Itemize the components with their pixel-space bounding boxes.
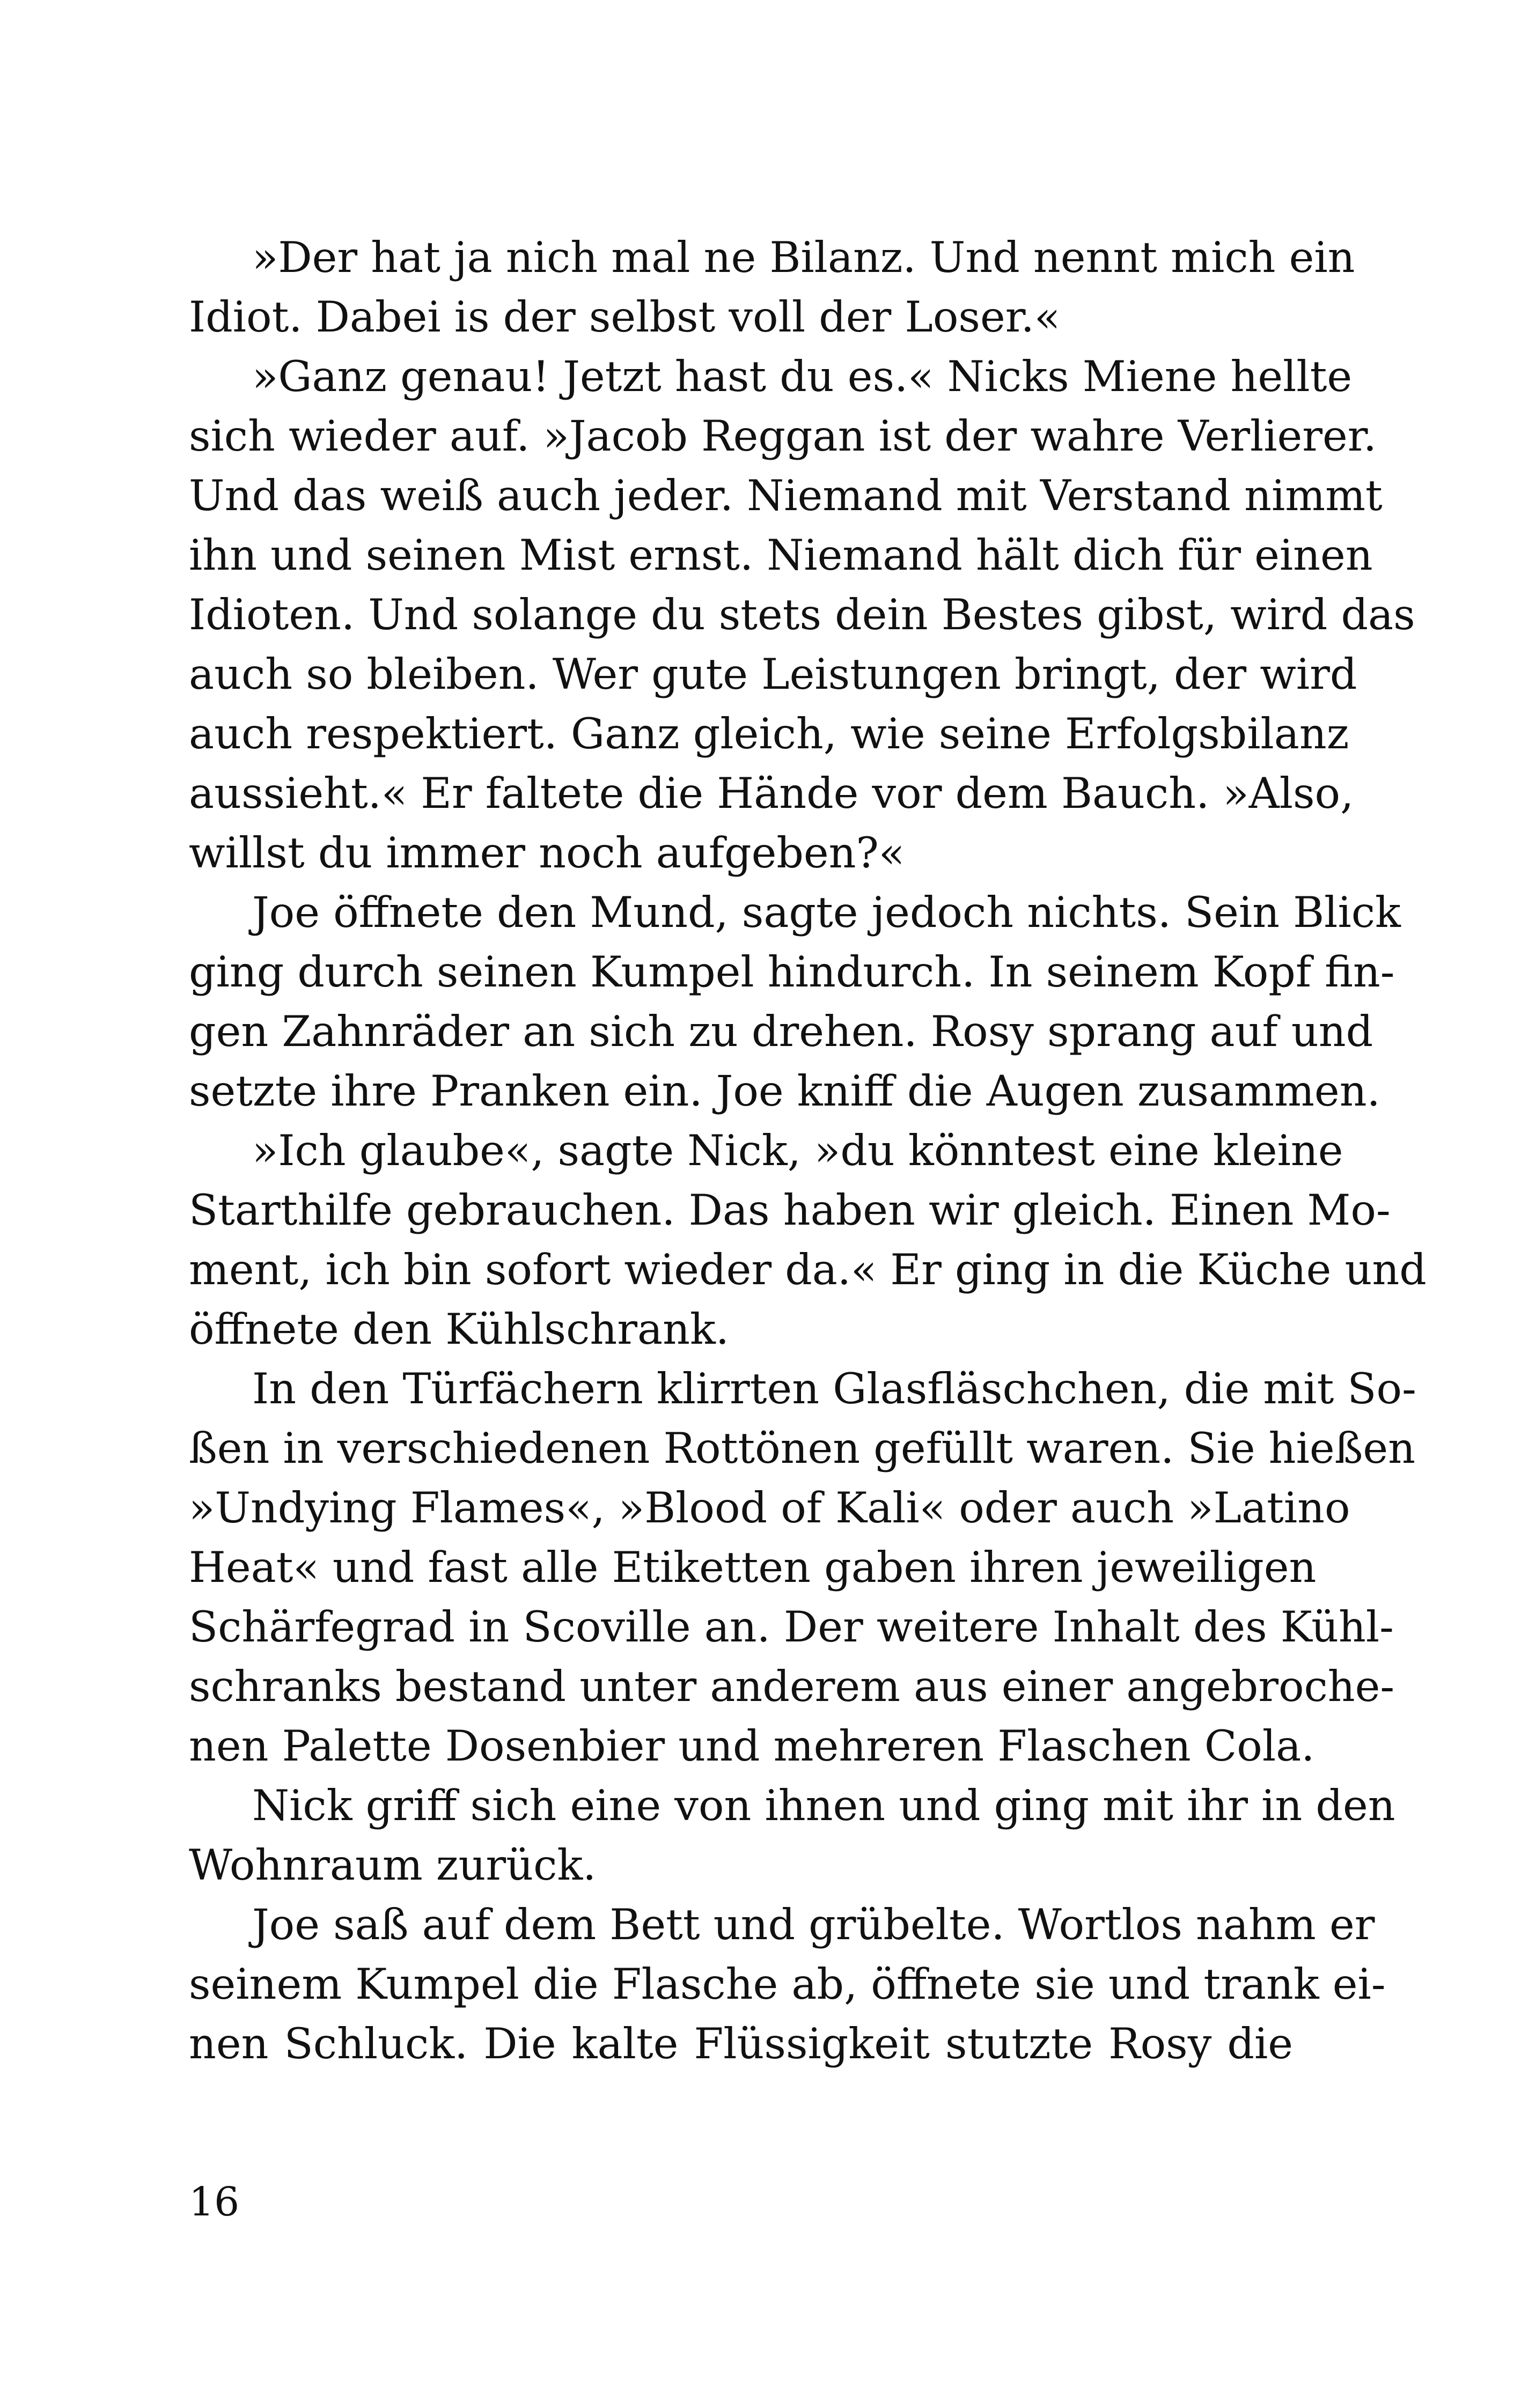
text-line: auch so bleiben. Wer gute Leistungen bringt, der wird xyxy=(189,650,1357,699)
text-line: ßen in verschiedenen Rottönen gefüllt waren. Sie hießen xyxy=(189,1424,1415,1473)
text-line: In den Türfächern klirrten Glasfläschchen, die mit So- xyxy=(252,1364,1416,1413)
body-text xyxy=(189,228,1427,2074)
text-line: Und das weiß auch jeder. Niemand mit Verstand nimmt xyxy=(189,471,1383,520)
text-line: Idiot. Dabei is der selbst voll der Loser.« xyxy=(189,292,1061,342)
text-line: seinem Kumpel die Flasche ab, öffnete sie und trank ei- xyxy=(189,1960,1386,2009)
text-line: Wohnraum zurück. xyxy=(189,1840,597,1890)
text-line: auch respektiert. Ganz gleich, wie seine Erfolgsbilanz xyxy=(189,709,1349,759)
text-line: »Undying Flames«, »Blood of Kali« oder auch »Latino xyxy=(189,1483,1350,1533)
text-line: ihn und seinen Mist ernst. Niemand hält dich für einen xyxy=(189,531,1373,580)
text-line: willst du immer noch aufgeben?« xyxy=(189,828,905,878)
text-line: gen Zahnräder an sich zu drehen. Rosy sprang auf und xyxy=(189,1007,1373,1056)
text-line: schranks bestand unter anderem aus einer angebroche- xyxy=(189,1662,1395,1711)
text-line: Idioten. Und solange du stets dein Bestes gibst, wird das xyxy=(189,590,1415,639)
text-line: Joe öffnete den Mund, sagte jedoch nichts. Sein Blick xyxy=(252,888,1401,937)
text-line: »Ich glaube«, sagte Nick, »du könntest eine kleine xyxy=(252,1126,1343,1175)
text-line: nen Schluck. Die kalte Flüssigkeit stutzte Rosy die xyxy=(189,2019,1293,2068)
text-line: »Ganz genau! Jetzt hast du es.« Nicks Miene hellte xyxy=(252,352,1353,401)
text-line: ment, ich bin sofort wieder da.« Er ging in die Küche und xyxy=(189,1245,1427,1294)
text-line: sich wieder auf. »Jacob Reggan ist der wahre Verlierer. xyxy=(189,411,1377,461)
text-line: Nick griff sich eine von ihnen und ging mit ihr in den xyxy=(252,1781,1395,1830)
text-line: setzte ihre Pranken ein. Joe kniff die Augen zusammen. xyxy=(189,1066,1380,1116)
text-line: Schärfegrad in Scoville an. Der weitere Inhalt des Kühl- xyxy=(189,1602,1394,1652)
text-line: »Der hat ja nich mal ne Bilanz. Und nennt mich ein xyxy=(252,233,1355,282)
text-line: ging durch seinen Kumpel hindurch. In seinem Kopf fin- xyxy=(189,947,1395,997)
text-line: öffnete den Kühlschrank. xyxy=(189,1305,729,1354)
page-number: 16 xyxy=(189,2179,240,2225)
text-line: Joe saß auf dem Bett und grübelte. Wortlos nahm er xyxy=(252,1900,1375,1949)
text-line: Heat« und fast alle Etiketten gaben ihren jeweiligen xyxy=(189,1543,1317,1592)
text-line: aussieht.« Er faltete die Hände vor dem Bauch. »Also, xyxy=(189,769,1354,818)
text-line: Starthilfe gebrauchen. Das haben wir gleich. Einen Mo- xyxy=(189,1185,1391,1235)
text-line: nen Palette Dosenbier und mehreren Flaschen Cola. xyxy=(189,1721,1315,1771)
